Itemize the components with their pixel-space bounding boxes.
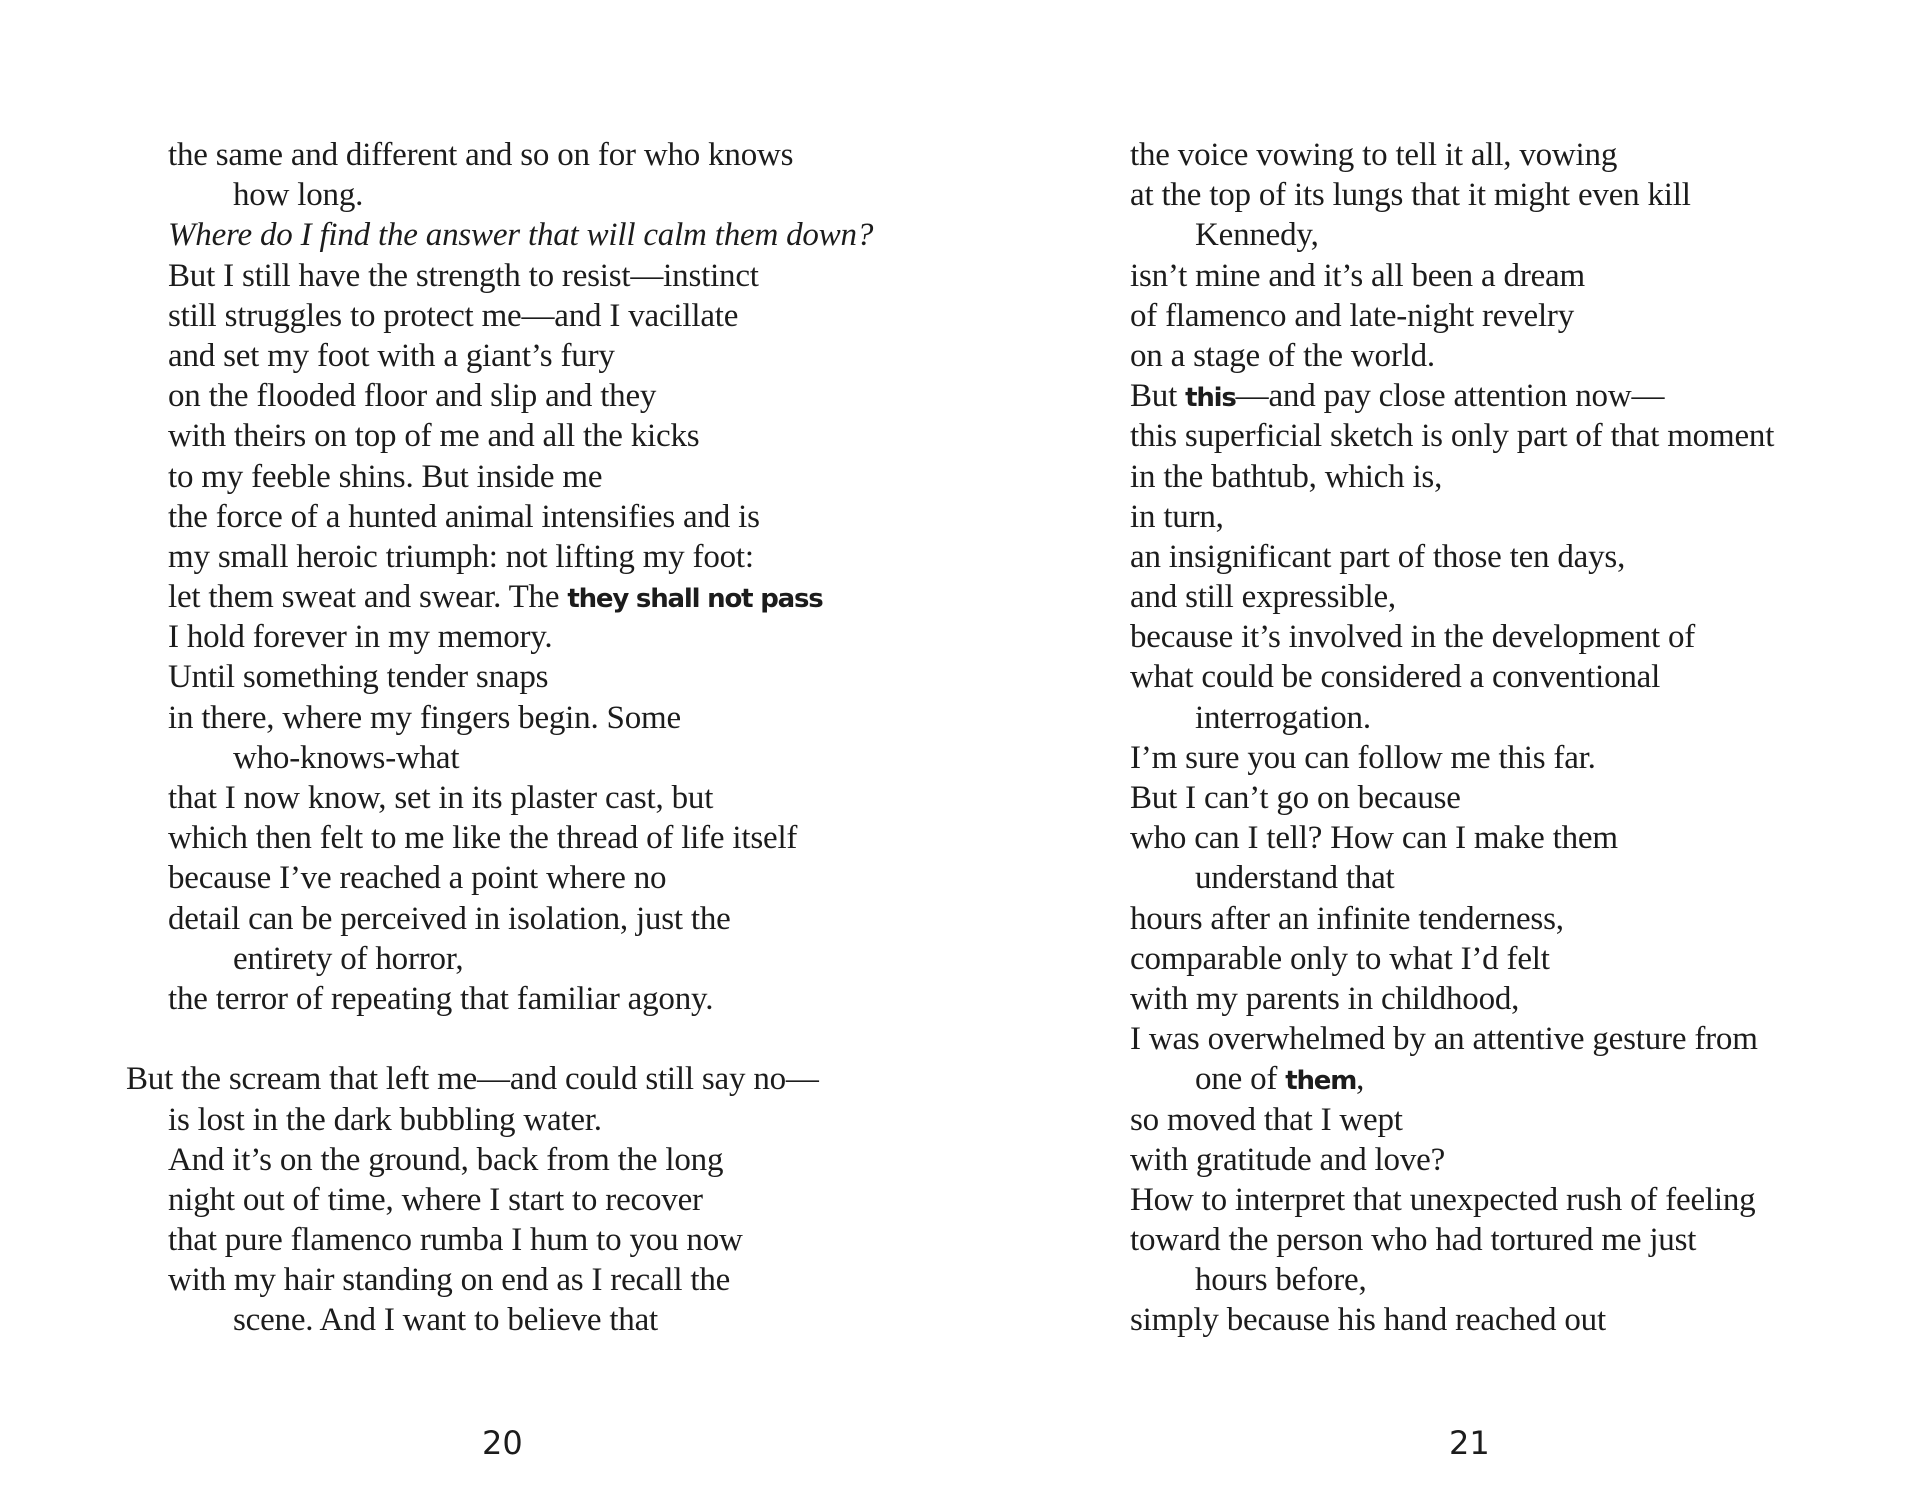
page-number: 20 bbox=[482, 1424, 523, 1462]
text-line: and set my foot with a giant’s fury bbox=[168, 337, 615, 374]
text-line: the voice vowing to tell it all, vowing bbox=[1130, 137, 1618, 173]
text-line: But I can’t go on because bbox=[1130, 780, 1461, 816]
left-page bbox=[0, 0, 958, 1500]
text-line: the same and different and so on for who knows bbox=[168, 137, 794, 173]
text-line: on the flooded floor and slip and they bbox=[168, 378, 657, 415]
text-line: But I still have the strength to resist—instinct bbox=[168, 257, 759, 294]
text-line bbox=[1130, 1059, 1774, 1099]
text-line bbox=[1130, 376, 1774, 416]
text-line: in there, where my fingers begin. Some bbox=[168, 699, 681, 736]
text-segment: But bbox=[1130, 378, 1186, 415]
text-line: hours before, bbox=[1195, 1262, 1367, 1299]
text-line: to my feeble shins. But inside me bbox=[168, 458, 603, 495]
text-line: isn’t mine and it’s all been a dream bbox=[1130, 257, 1585, 294]
text-line: Kennedy, bbox=[1195, 217, 1319, 254]
text-line: night out of time, where I start to recover bbox=[168, 1181, 703, 1218]
text-line bbox=[126, 577, 873, 617]
text-line: because it’s involved in the development of bbox=[1130, 619, 1696, 656]
text-line: How to interpret that unexpected rush of feeling bbox=[1130, 1181, 1756, 1218]
text-segment: , bbox=[1356, 1061, 1365, 1098]
text-line: simply because his hand reached out bbox=[1130, 1302, 1606, 1339]
text-segment: let them sweat and swear. The bbox=[168, 579, 568, 616]
text-line: the force of a hunted animal intensifies and is bbox=[168, 498, 760, 535]
text-line: the terror of repeating that familiar agony. bbox=[168, 980, 714, 1017]
text-line: with my parents in childhood, bbox=[1130, 980, 1520, 1017]
text-line: which then felt to me like the thread of life itself bbox=[168, 820, 798, 857]
stanza-break bbox=[126, 1019, 873, 1059]
page-number: 21 bbox=[1449, 1424, 1490, 1462]
text-line: of flamenco and late-night revelry bbox=[1130, 297, 1575, 334]
text-line: in turn, bbox=[1130, 498, 1224, 535]
text-segment: —and pay close attention now— bbox=[1235, 378, 1665, 415]
text-line: so moved that I wept bbox=[1130, 1101, 1403, 1138]
left-page-text bbox=[126, 135, 873, 1341]
text-line: And it’s on the ground, back from the long bbox=[168, 1141, 724, 1178]
text-line: Where do I find the answer that will calm them down? bbox=[168, 217, 874, 254]
text-line: that pure flamenco rumba I hum to you now bbox=[168, 1222, 743, 1259]
text-line: But the scream that left me—and could still say no— bbox=[126, 1061, 819, 1098]
text-line: at the top of its lungs that it might even kill bbox=[1130, 177, 1691, 214]
text-line: in the bathtub, which is, bbox=[1130, 458, 1443, 495]
emphasis-text: this bbox=[1185, 383, 1236, 414]
text-segment: one of bbox=[1195, 1061, 1286, 1098]
text-line: and still expressible, bbox=[1130, 579, 1396, 616]
text-line: comparable only to what I’d felt bbox=[1130, 940, 1550, 977]
text-line: who-knows-what bbox=[233, 739, 460, 776]
text-line: I was overwhelmed by an attentive gesture from bbox=[1130, 1021, 1758, 1058]
text-line: what could be considered a conventional bbox=[1130, 659, 1661, 696]
text-line: with gratitude and love? bbox=[1130, 1141, 1446, 1178]
text-line: toward the person who had tortured me just bbox=[1130, 1222, 1697, 1259]
text-line: hours after an infinite tenderness, bbox=[1130, 900, 1564, 937]
text-line: I hold forever in my memory. bbox=[168, 619, 553, 656]
emphasis-text: them bbox=[1285, 1066, 1357, 1097]
text-line: Until something tender snaps bbox=[168, 659, 549, 696]
emphasis-text: they shall not pass bbox=[567, 584, 823, 615]
text-line: my small heroic triumph: not lifting my foot: bbox=[168, 538, 754, 575]
right-page bbox=[959, 0, 1917, 1500]
text-line: this superficial sketch is only part of that moment bbox=[1130, 418, 1775, 455]
text-line: I’m sure you can follow me this far. bbox=[1130, 739, 1596, 776]
text-line: with theirs on top of me and all the kicks bbox=[168, 418, 700, 455]
text-line: an insignificant part of those ten days, bbox=[1130, 538, 1626, 575]
text-line: with my hair standing on end as I recall the bbox=[168, 1262, 731, 1299]
text-line: how long. bbox=[233, 177, 364, 214]
text-line: who can I tell? How can I make them bbox=[1130, 820, 1618, 857]
text-line: understand that bbox=[1195, 860, 1395, 897]
text-line: that I now know, set in its plaster cast, but bbox=[168, 780, 714, 816]
text-line: detail can be perceived in isolation, just the bbox=[168, 900, 731, 937]
text-line: scene. And I want to believe that bbox=[233, 1302, 659, 1339]
text-line: is lost in the dark bubbling water. bbox=[168, 1101, 602, 1138]
text-line: on a stage of the world. bbox=[1130, 337, 1435, 374]
text-line: because I’ve reached a point where no bbox=[168, 860, 667, 897]
text-line: entirety of horror, bbox=[233, 940, 464, 977]
text-line: still struggles to protect me—and I vacillate bbox=[168, 297, 739, 334]
text-line: interrogation. bbox=[1195, 699, 1371, 736]
right-page-text bbox=[1130, 135, 1774, 1341]
